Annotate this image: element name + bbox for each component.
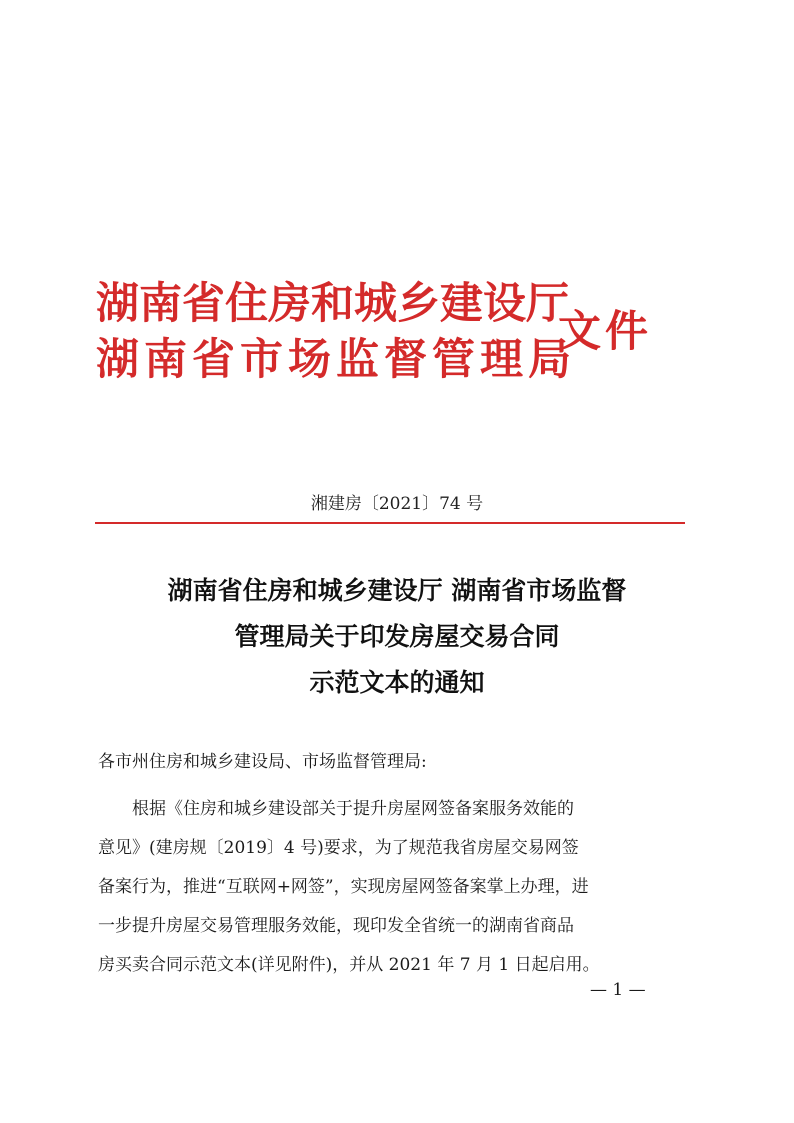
paragraph-line: 房买卖合同示范文本(详见附件)，并从 2021 年 7 月 1 日起启用。 (98, 955, 600, 975)
paragraph-line: 一步提升房屋交易管理服务效能，现印发全省统一的湖南省商品 (98, 916, 574, 936)
red-divider (95, 522, 685, 524)
body-paragraph (98, 790, 698, 985)
page-number: — 1 — (590, 980, 646, 1000)
paragraph-line: 根据《住房和城乡建设部关于提升房屋网签备案服务效能的 (132, 799, 574, 819)
issuer-line-1: 湖南省住房和城乡建设厅 (96, 279, 569, 329)
issuer-line-2: 湖南省市场监督管理局 (96, 335, 576, 385)
title-line-3: 示范文本的通知 (309, 668, 485, 697)
paragraph-line: 备案行为，推进“互联网+网签”，实现房屋网签备案掌上办理，进 (98, 877, 589, 897)
document-number: 湘建房〔2021〕74 号 (310, 494, 484, 514)
document-title (0, 568, 794, 706)
document-header (96, 278, 696, 398)
title-line-1: 湖南省住房和城乡建设厅 湖南省市场监督 (167, 576, 627, 605)
title-line-2: 管理局关于印发房屋交易合同 (234, 622, 560, 651)
salutation: 各市州住房和城乡建设局、市场监督管理局: (98, 752, 427, 772)
document-suffix: 文件 (558, 307, 652, 357)
paragraph-line: 意见》(建房规〔2019〕4 号)要求，为了规范我省房屋交易网签 (98, 838, 579, 858)
